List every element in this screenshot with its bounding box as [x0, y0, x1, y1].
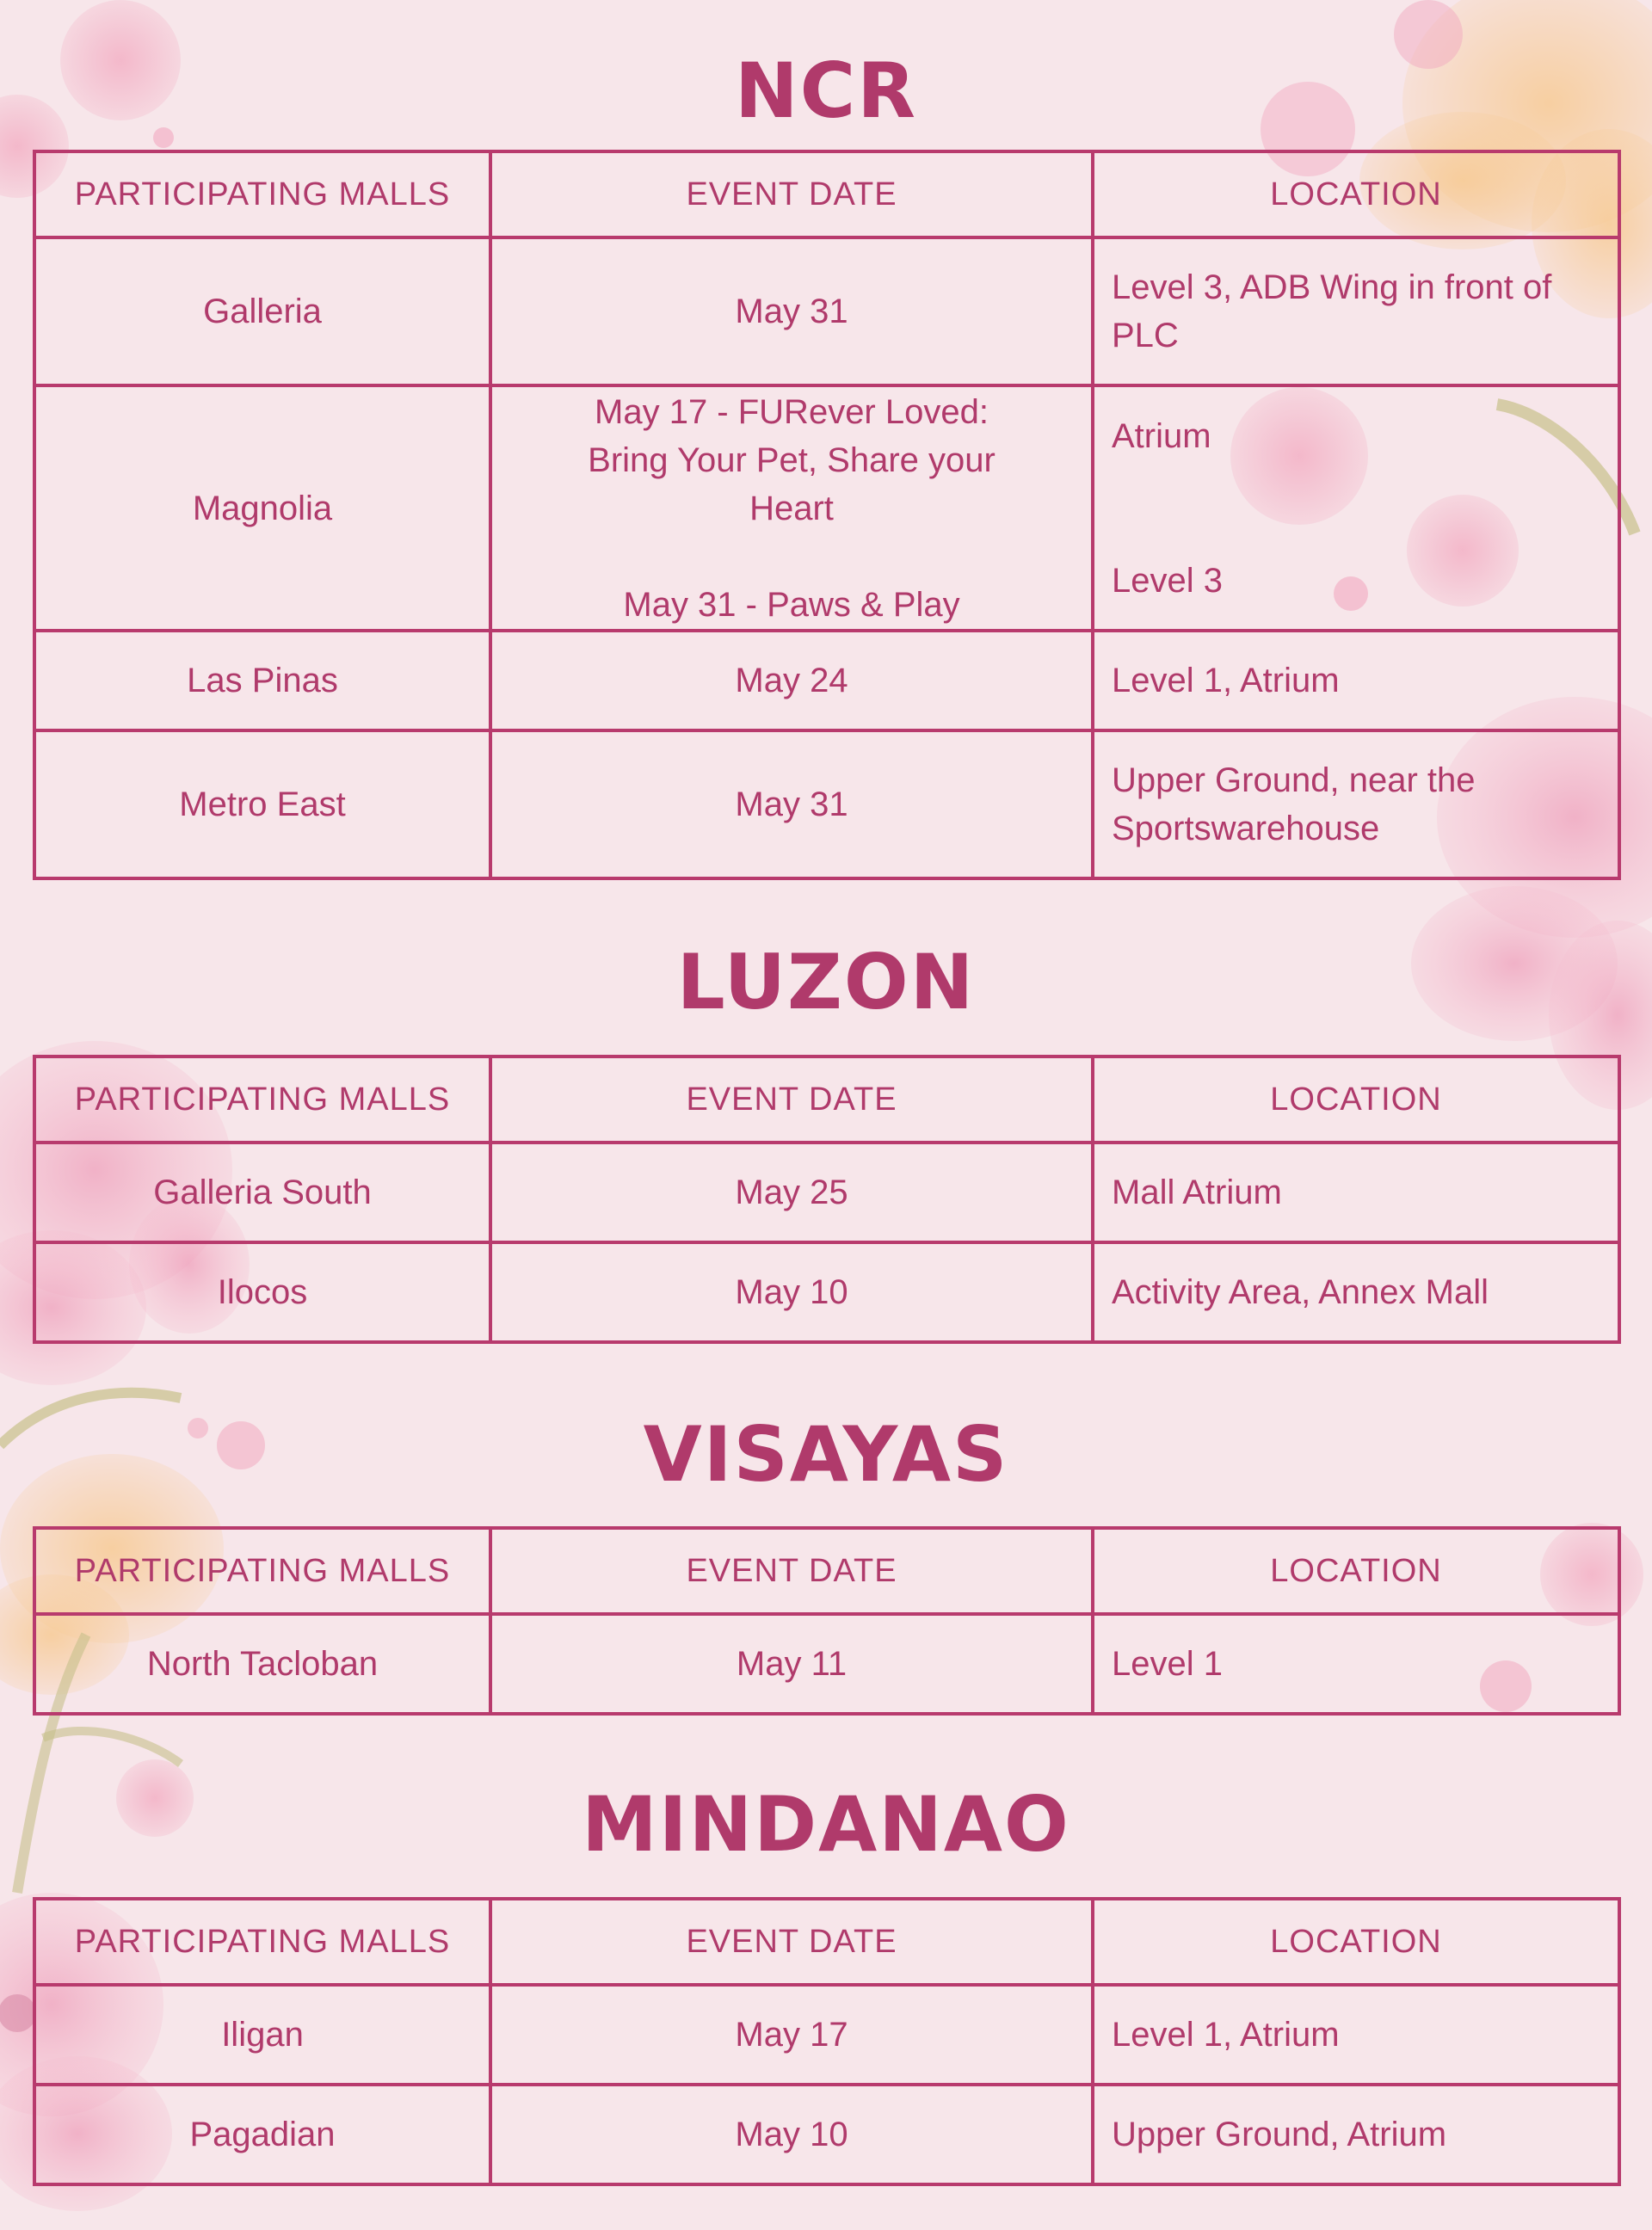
table-row [34, 631, 1619, 730]
section-title-mindanao: MINDANAO [582, 1780, 1070, 1869]
date-cell: May 10 [490, 2085, 1093, 2184]
column-header-malls: PARTICIPATING MALLS [34, 1056, 490, 1143]
column-header-location: LOCATION [1093, 1528, 1619, 1614]
location-cell: Upper Ground, near the Sportswarehouse [1093, 730, 1619, 878]
ncr-table [33, 150, 1621, 880]
column-header-date: EVENT DATE [490, 1899, 1093, 1985]
table-header-row [34, 1899, 1619, 1985]
date-cell: May 11 [490, 1614, 1093, 1714]
mall-cell: Las Pinas [34, 631, 490, 730]
date-cell: May 24 [490, 631, 1093, 730]
mall-cell: Galleria [34, 237, 490, 385]
location-cell: Level 3, ADB Wing in front of PLC [1093, 237, 1619, 385]
mindanao-table [33, 1897, 1621, 2186]
mall-cell: Metro East [34, 730, 490, 878]
table-row [34, 1985, 1619, 2085]
date-cell: May 31 [490, 730, 1093, 878]
table-header-row [34, 151, 1619, 237]
column-header-location: LOCATION [1093, 151, 1619, 237]
location-cell: Level 1 [1093, 1614, 1619, 1714]
column-header-location: LOCATION [1093, 1056, 1619, 1143]
section-title-visayas: VISAYAS [643, 1410, 1009, 1499]
location-cell: Level 1, Atrium [1093, 631, 1619, 730]
column-header-date: EVENT DATE [490, 1056, 1093, 1143]
column-header-date: EVENT DATE [490, 1528, 1093, 1614]
date-cell: May 31 [490, 237, 1093, 385]
column-header-malls: PARTICIPATING MALLS [34, 151, 490, 237]
luzon-table [33, 1055, 1621, 1344]
section-title-luzon: LUZON [676, 938, 976, 1026]
location-cell: Activity Area, Annex Mall [1093, 1242, 1619, 1342]
event-location-1: Atrium [1112, 416, 1211, 455]
column-header-date: EVENT DATE [490, 151, 1093, 237]
location-cell: Upper Ground, Atrium [1093, 2085, 1619, 2184]
table-header-row [34, 1528, 1619, 1614]
table-row [34, 1143, 1619, 1242]
table-row [34, 237, 1619, 385]
date-cell: May 10 [490, 1242, 1093, 1342]
location-cell: Level 1, Atrium [1093, 1985, 1619, 2085]
column-header-malls: PARTICIPATING MALLS [34, 1899, 490, 1985]
date-cell: May 17 [490, 1985, 1093, 2085]
section-title-ncr: NCR [735, 46, 917, 135]
column-header-malls: PARTICIPATING MALLS [34, 1528, 490, 1614]
event-location-2: Level 3 [1112, 561, 1223, 600]
column-header-location: LOCATION [1093, 1899, 1619, 1985]
mall-cell: Galleria South [34, 1143, 490, 1242]
table-header-row [34, 1056, 1619, 1143]
visayas-table [33, 1526, 1621, 1716]
table-row [34, 1242, 1619, 1342]
mall-cell: Iligan [34, 1985, 490, 2085]
event-date-1: May 17 - FURever Loved: Bring Your Pet, Share your Heart [588, 392, 996, 527]
table-row [34, 2085, 1619, 2184]
event-date-2: May 31 - Paws & Play [623, 585, 960, 624]
table-row [34, 730, 1619, 878]
date-cell: May 25 [490, 1143, 1093, 1242]
mall-cell: Pagadian [34, 2085, 490, 2184]
table-row [34, 385, 1619, 631]
mall-cell: North Tacloban [34, 1614, 490, 1714]
date-cell [490, 385, 1093, 631]
mall-cell: Ilocos [34, 1242, 490, 1342]
table-row [34, 1614, 1619, 1714]
location-cell [1093, 385, 1619, 631]
location-cell: Mall Atrium [1093, 1143, 1619, 1242]
mall-cell: Magnolia [34, 385, 490, 631]
